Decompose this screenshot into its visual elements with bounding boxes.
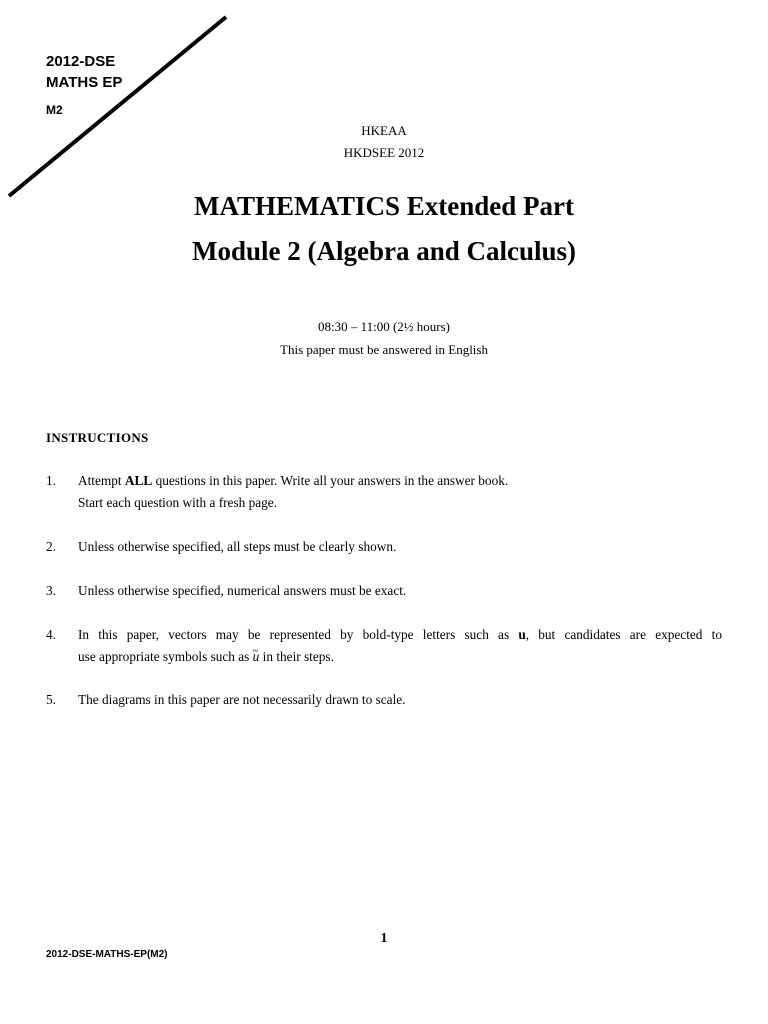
exam-time-fraction: ½ (403, 319, 414, 334)
instruction-item (46, 470, 722, 514)
instruction-text: in their steps. (259, 649, 334, 664)
instruction-text: Unless otherwise specified, numerical answers must be exact. (78, 583, 407, 598)
exam-time-suffix: hours) (413, 319, 451, 334)
exam-time (0, 319, 768, 335)
corner-diagonal-line (0, 0, 240, 210)
instructions-heading: INSTRUCTIONS (46, 430, 149, 445)
instruction-number: 3. (46, 583, 56, 598)
corner-label-module: M2 (46, 103, 63, 117)
exam-time-prefix: 08:30 – 11:00 (2 (317, 319, 404, 334)
corner-label-year: 2012-DSE (46, 53, 116, 70)
organisation-name: HKEAA (361, 123, 407, 138)
instruction-number: 1. (46, 473, 56, 488)
instruction-emphasis: ALL (124, 473, 153, 488)
instruction-text: In this paper, vectors may be represented by bold-type letters such as (78, 627, 519, 642)
instruction-text: Unless otherwise specified, all steps must be clearly shown. (78, 539, 397, 554)
instruction-text: , but candidates are expected to (525, 627, 722, 642)
vector-bold-symbol: u (518, 627, 526, 642)
instruction-number: 4. (46, 627, 56, 642)
instruction-line (78, 624, 722, 646)
paper-subtitle: Module 2 (Algebra and Calculus) (191, 236, 577, 266)
vector-tilde-symbol: u ~ (253, 649, 260, 664)
footer-paper-code: 2012-DSE-MATHS-EP(M2) (46, 949, 168, 960)
exam-name: HKDSEE 2012 (343, 145, 425, 160)
instruction-line: Start each question with a fresh page. (78, 495, 278, 510)
instruction-number: 2. (46, 539, 56, 554)
instruction-text: The diagrams in this paper are not necessarily drawn to scale. (78, 692, 406, 707)
page-number: 1 (380, 931, 388, 946)
instruction-item (46, 689, 722, 711)
language-note: This paper must be answered in English (280, 342, 488, 357)
instruction-line (78, 470, 722, 492)
instruction-text: use appropriate symbols such as (78, 649, 253, 664)
instruction-line (78, 646, 722, 668)
instruction-item (46, 536, 722, 558)
instruction-item (46, 624, 722, 668)
paper-title: MATHEMATICS Extended Part (194, 191, 574, 221)
instruction-item (46, 580, 722, 602)
corner-label-subject: MATHS EP (46, 74, 123, 91)
instruction-text: questions in this paper. Write all your answers in the answer book. (152, 473, 509, 488)
instruction-text: Attempt (78, 473, 125, 488)
instruction-number: 5. (46, 692, 56, 707)
